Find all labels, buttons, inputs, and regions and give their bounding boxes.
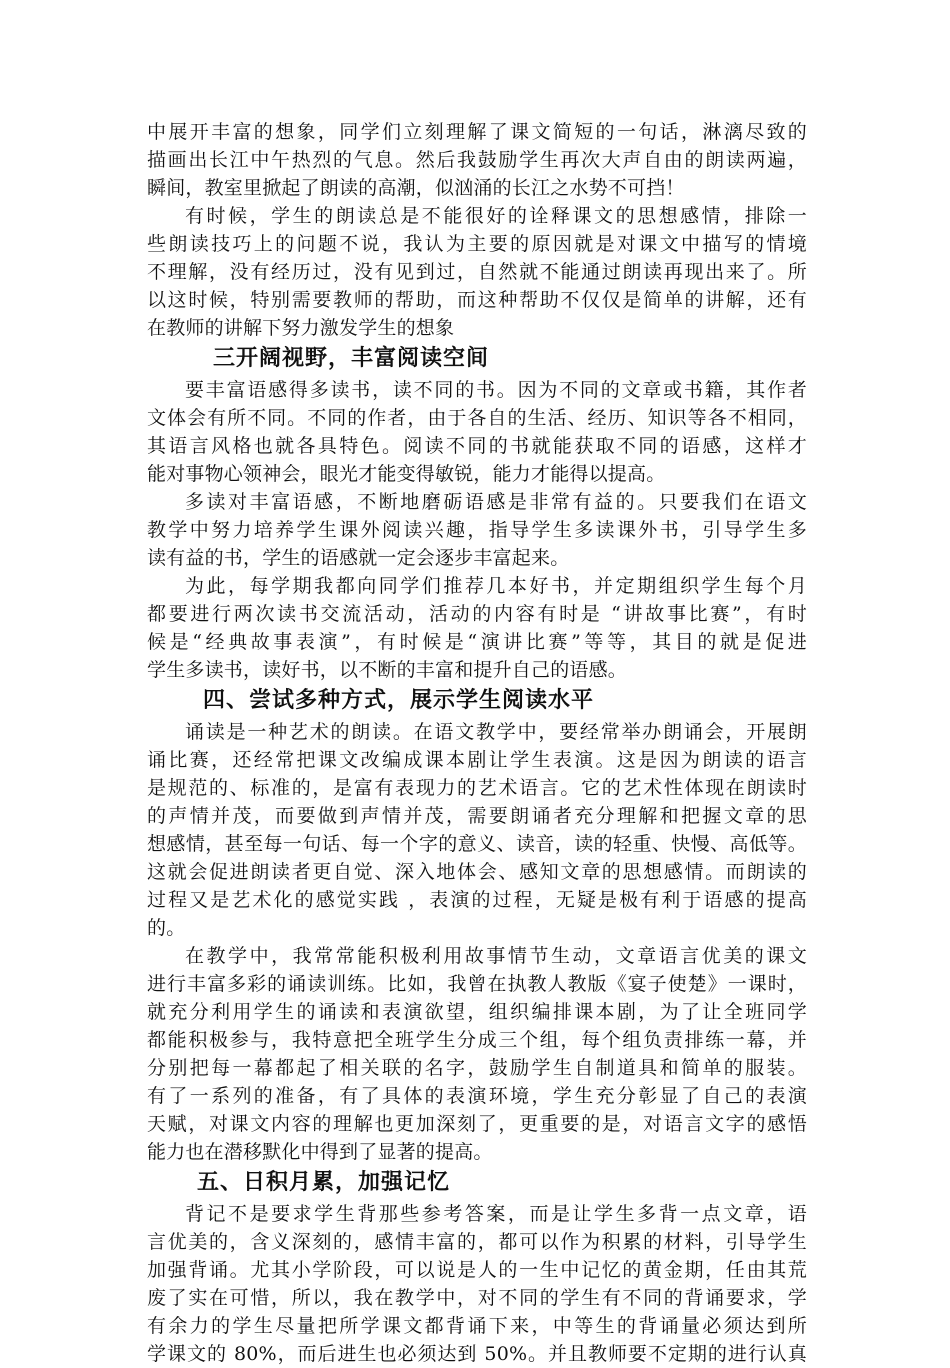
text-line: 这就会促进朗读者更自觉、深入地体会、感知文章的思想感情。而朗读的 <box>147 861 807 883</box>
text-line: 背记不是要求学生背那些参考答案，而是让学生多背一点文章，语 <box>185 1203 807 1225</box>
section-heading-3: 三开阔视野，丰富阅读空间 <box>213 346 490 371</box>
paragraph-4 <box>147 488 807 572</box>
text-line: 加强背诵。尤其小学阶段，可以说是人的一生中记忆的黄金期，任由其荒 <box>147 1259 807 1281</box>
paragraph-1 <box>147 118 807 202</box>
text-line: 的声情并茂，而要做到声情并茂，需要朗诵者充分理解和把握文章的思 <box>147 805 807 827</box>
text-line: 多读对丰富语感，不断地磨砺语感是非常有益的。只要我们在语文 <box>185 491 807 513</box>
text-line: 读有益的书，学生的语感就一定会逐步丰富起来。 <box>147 547 570 569</box>
text-line: 有了一系列的准备，有了具体的表演环境，学生充分彰显了自己的表演 <box>147 1085 807 1107</box>
text-line: 言优美的，含义深刻的，感情丰富的，都可以作为积累的材料，引导学生 <box>147 1231 807 1253</box>
section-heading-4: 四、尝试多种方式，展示学生阅读水平 <box>203 688 595 713</box>
paragraph-8 <box>147 1200 807 1368</box>
text-line: 诵读是一种艺术的朗读。在语文教学中，要经常举办朗诵会，开展朗 <box>185 721 807 743</box>
section-heading-5: 五、日积月累，加强记忆 <box>197 1170 451 1195</box>
text-line: 进行丰富多彩的诵读训练。比如，我曾在执教人教版《宴子使楚》一课时， <box>147 973 807 995</box>
text-line: 以这时候，特别需要教师的帮助，而这种帮助不仅仅是简单的讲解，还有 <box>147 289 807 311</box>
text-line: 诵比赛，还经常把课文改编成课本剧让学生表演。这是因为朗读的语言 <box>147 749 807 771</box>
text-line: 在教学中，我常常能积极利用故事情节生动，文章语言优美的课文 <box>185 945 807 967</box>
text-line: 天赋，对课文内容的理解也更加深刻了，更重要的是，对语言文字的感悟 <box>147 1113 807 1135</box>
text-line: 都能积极参与，我特意把全班学生分成三个组，每个组负责排练一幕，并 <box>147 1029 807 1051</box>
paragraph-3 <box>147 376 807 488</box>
paragraph-2 <box>147 202 807 342</box>
text-line: 文体会有所不同。不同的作者，由于各自的生活、经历、知识等各不相同， <box>147 407 807 429</box>
text-line: 瞬间，教室里掀起了朗读的高潮，似汹涌的长江之水势不可挡！ <box>147 177 685 199</box>
text-line: 是规范的、标准的，是富有表现力的艺术语言。它的艺术性体现在朗读时 <box>147 777 807 799</box>
text-line: 描画出长江中午热烈的气息。然后我鼓励学生再次大声自由的朗读两遍， <box>147 149 807 171</box>
paragraph-7 <box>147 942 807 1166</box>
text-line: 想感情，甚至每一句话、每一个字的意义、读音，读的轻重、快慢、高低等。 <box>147 833 807 855</box>
text-line: 都要进行两次读书交流活动，活动的内容有时是 “讲故事比赛”，有时 <box>147 603 807 625</box>
text-line: 有时候，学生的朗读总是不能很好的诠释课文的思想感情，排除一 <box>185 205 807 227</box>
paragraph-6 <box>147 718 807 942</box>
text-line: 有余力的学生尽量把所学课文都背诵下来，中等生的背诵量必须达到所 <box>147 1315 807 1337</box>
text-line: 学生多读书，读好书，以不断的丰富和提升自己的语感。 <box>147 659 628 681</box>
text-line: 就充分利用学生的诵读和表演欲望，组织编排课本剧，为了让全班同学 <box>147 1001 807 1023</box>
text-line: 分别把每一幕都起了相关联的名字，鼓励学生自制道具和简单的服装。 <box>147 1057 807 1079</box>
text-line: 过程又是艺术化的感觉实践 ，表演的过程，无疑是极有利于语感的提高 <box>147 889 807 911</box>
document-page <box>147 118 807 1368</box>
text-line: 候是“经典故事表演”，有时候是“演讲比赛”等等，其目的就是促进 <box>147 631 807 653</box>
text-line: 在教师的讲解下努力激发学生的想象 <box>147 317 455 339</box>
text-line: 中展开丰富的想象，同学们立刻理解了课文简短的一句话，淋漓尽致的 <box>147 121 807 143</box>
text-line: 学课文的 80%，而后进生也必须达到 50%。并且教师要不定期的进行认真 <box>147 1343 807 1365</box>
paragraph-5 <box>147 572 807 684</box>
text-line: 要丰富语感得多读书，读不同的书。因为不同的文章或书籍，其作者 <box>185 379 807 401</box>
text-line: 其语言风格也就各具特色。阅读不同的书就能获取不同的语感，这样才 <box>147 435 807 457</box>
text-line: 废了实在可惜，所以，我在教学中，对不同的学生有不同的背诵要求，学 <box>147 1287 807 1309</box>
text-line: 能对事物心领神会，眼光才能变得敏锐，能力才能得以提高。 <box>147 463 666 485</box>
text-line: 能力也在潜移默化中得到了显著的提高。 <box>147 1141 493 1163</box>
text-line: 不理解，没有经历过，没有见到过，自然就不能通过朗读再现出来了。所 <box>147 261 807 283</box>
text-line: 为此，每学期我都向同学们推荐几本好书，并定期组织学生每个月 <box>185 575 807 597</box>
text-line: 的。 <box>147 917 186 939</box>
text-line: 教学中努力培养学生课外阅读兴趣，指导学生多读课外书，引导学生多 <box>147 519 807 541</box>
text-line: 些朗读技巧上的问题不说，我认为主要的原因就是对课文中描写的情境 <box>147 233 807 255</box>
